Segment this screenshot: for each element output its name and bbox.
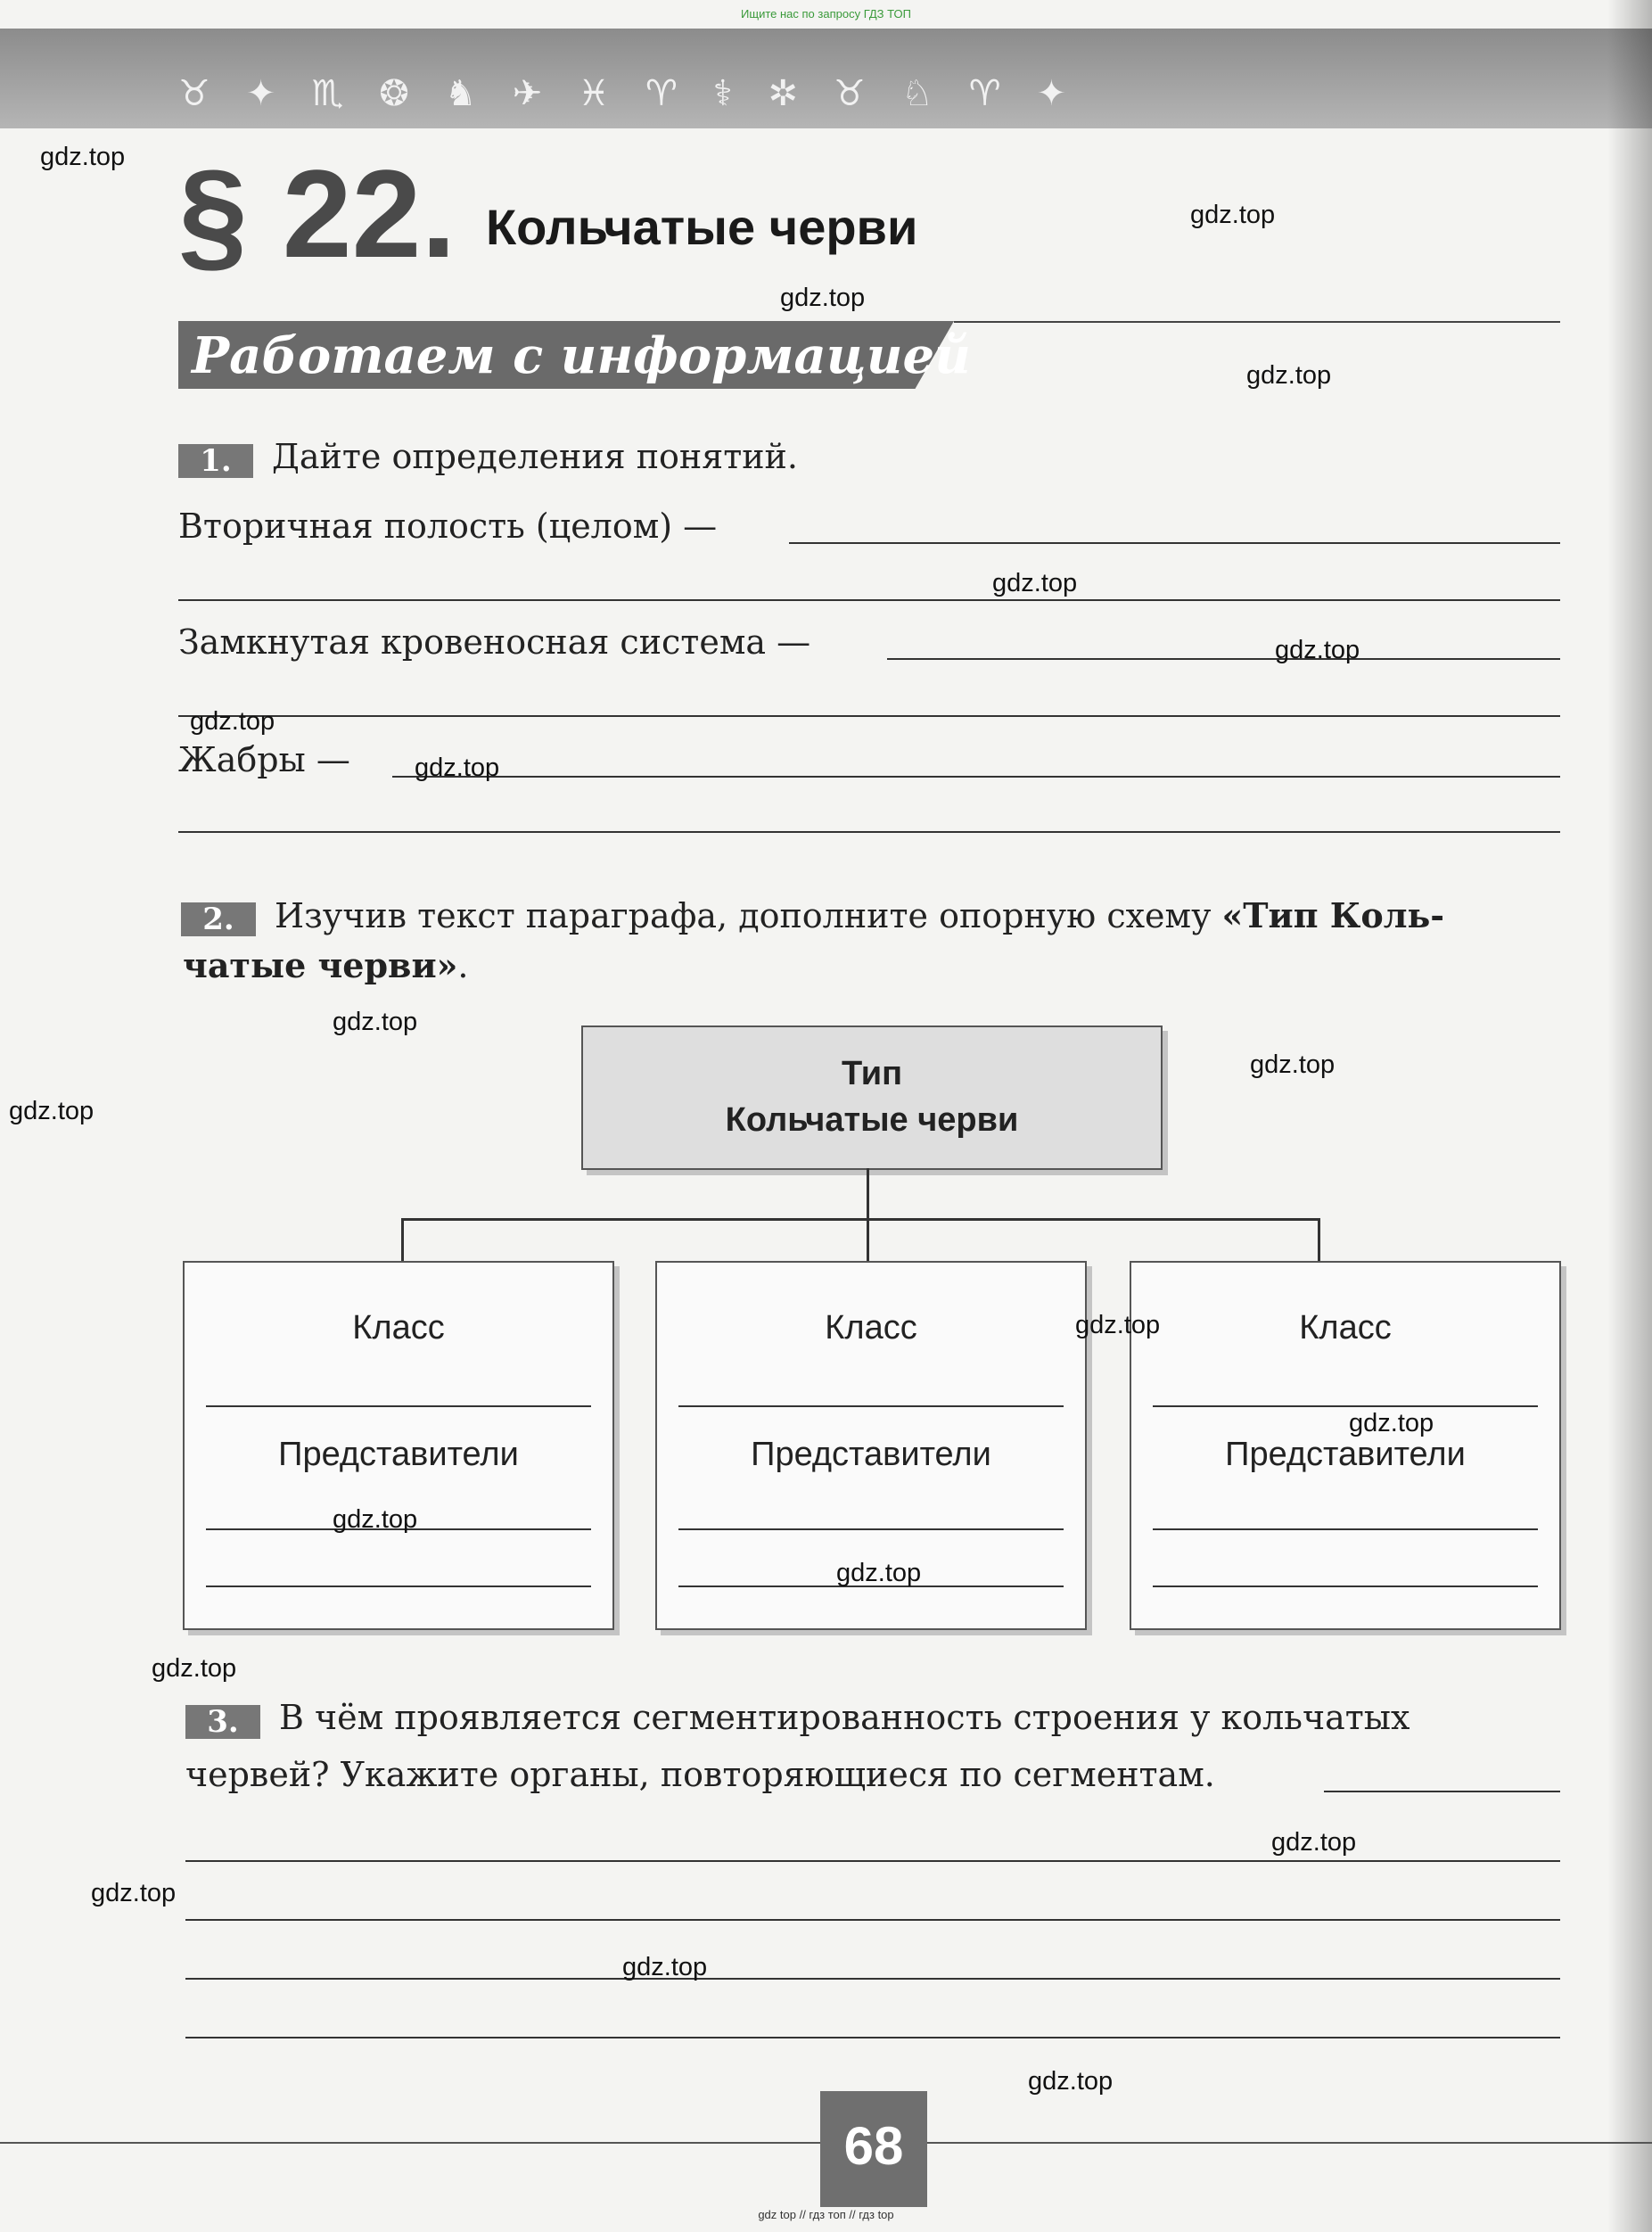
representatives-label: Представители: [751, 1436, 991, 1473]
watermark: gdz.top: [780, 284, 866, 312]
class-label: Класс: [825, 1309, 917, 1347]
watermark: gdz.top: [1246, 361, 1332, 390]
watermark: gdz.top: [91, 1879, 177, 1907]
heron-icon: ⚕: [712, 73, 733, 114]
answer-line[interactable]: [392, 776, 1560, 778]
bottom-note: gdz top // гдз топ // гдз top: [758, 2208, 894, 2221]
task-2-text-line2: чатые черви».: [183, 945, 469, 985]
fish-icon: ♓: [578, 73, 610, 114]
answer-line[interactable]: [185, 1860, 1560, 1862]
watermark: gdz.top: [1028, 2067, 1114, 2096]
connector-left: [401, 1218, 404, 1263]
answer-line[interactable]: [185, 2037, 1560, 2038]
watermark: gdz.top: [1275, 636, 1360, 664]
class-label: Класс: [1299, 1309, 1392, 1347]
task-1-text: Дайте определения понятий.: [272, 437, 798, 476]
watermark: gdz.top: [333, 1008, 418, 1036]
page-number: 68: [843, 2116, 904, 2176]
bison-icon: ♉: [178, 73, 210, 114]
animal-banner: [0, 29, 1652, 128]
answer-line[interactable]: [887, 658, 1560, 660]
watermark: gdz.top: [190, 707, 275, 736]
watermark: gdz.top: [1250, 1050, 1336, 1079]
butterfly-icon: ✦: [1036, 73, 1067, 114]
answer-line[interactable]: [185, 1919, 1560, 1921]
task-1-number: 1.: [178, 444, 253, 478]
deer-icon: ♈: [645, 73, 678, 114]
watermark: gdz.top: [622, 1953, 708, 1981]
term-gills: Жабры —: [178, 740, 350, 779]
top-search-note: Ищите нас по запросу ГДЗ ТОП: [741, 7, 911, 21]
watermark: gdz.top: [1190, 201, 1276, 229]
boar-icon: ♉: [834, 73, 866, 114]
term-closed-circulatory-system: Замкнутая кровеносная система —: [178, 622, 811, 662]
watermark: gdz.top: [836, 1559, 922, 1587]
watermark: gdz.top: [152, 1654, 237, 1683]
task-3-text-line1: В чём проявляется сегментированность строения у кольчатых: [279, 1698, 1410, 1737]
task-2-text-line1: Изучив текст параграфа, дополните опорную схему «Тип Коль-: [275, 895, 1445, 935]
connector-horizontal: [401, 1218, 1319, 1221]
representatives-answer-line[interactable]: [1153, 1585, 1538, 1587]
class-box-3: [1130, 1261, 1561, 1630]
page-edge-shadow: [1607, 0, 1652, 2232]
watermark: gdz.top: [992, 569, 1078, 597]
answer-line[interactable]: [1324, 1791, 1560, 1792]
representatives-answer-line[interactable]: [206, 1585, 591, 1587]
connector-right: [1318, 1218, 1320, 1263]
answer-line[interactable]: [185, 1978, 1560, 1980]
title-underline: [954, 321, 1560, 323]
diagram-root-box: [581, 1025, 1163, 1170]
connector-middle: [867, 1218, 869, 1263]
watermark: gdz.top: [1075, 1311, 1161, 1339]
task-3-text-line2: червей? Укажите органы, повторяющиеся по сегментам.: [185, 1755, 1215, 1794]
wolf-icon: ♘: [900, 73, 933, 114]
connector-vertical: [867, 1168, 869, 1220]
paragraph-sign: § 22.: [178, 144, 456, 284]
watermark: gdz.top: [9, 1097, 95, 1125]
term-secondary-cavity: Вторичная полость (целом) —: [178, 507, 718, 546]
diagram-root-line2: Кольчатые черви: [725, 1101, 1019, 1139]
answer-line[interactable]: [178, 715, 1560, 717]
task-2-number: 2.: [181, 902, 256, 936]
task-3-number: 3.: [185, 1705, 260, 1739]
page-title: Кольчатые черви: [486, 199, 918, 255]
class-answer-line[interactable]: [206, 1405, 591, 1407]
watermark: gdz.top: [1349, 1409, 1434, 1437]
watermark: gdz.top: [40, 143, 126, 171]
task-2-bold-title: «Тип Коль-: [1221, 895, 1445, 935]
watermark: gdz.top: [333, 1505, 418, 1534]
class-box-1: [183, 1261, 614, 1630]
answer-line[interactable]: [789, 542, 1560, 544]
representatives-answer-line[interactable]: [678, 1528, 1064, 1530]
answer-line[interactable]: [178, 599, 1560, 601]
representatives-answer-line[interactable]: [1153, 1528, 1538, 1530]
class-answer-line[interactable]: [678, 1405, 1064, 1407]
section-header-label: Работаем с информацией: [192, 326, 971, 385]
representatives-label: Представители: [278, 1436, 519, 1473]
diagram-root-line1: Тип: [841, 1055, 903, 1092]
class-label: Класс: [352, 1309, 445, 1347]
representatives-label: Представители: [1225, 1436, 1466, 1473]
class-answer-line[interactable]: [1153, 1405, 1538, 1407]
answer-line[interactable]: [178, 831, 1560, 833]
bee-icon: ✲: [768, 73, 798, 114]
antelope-icon: ♈: [968, 73, 1001, 114]
horse-icon: ♞: [444, 73, 477, 114]
bird-icon: ✈: [512, 73, 543, 114]
snail-icon: ❂: [379, 73, 409, 114]
butterfly-icon: ✦: [245, 73, 276, 114]
watermark: gdz.top: [415, 754, 500, 782]
scorpion-icon: ♏: [311, 73, 344, 114]
watermark: gdz.top: [1271, 1828, 1357, 1857]
